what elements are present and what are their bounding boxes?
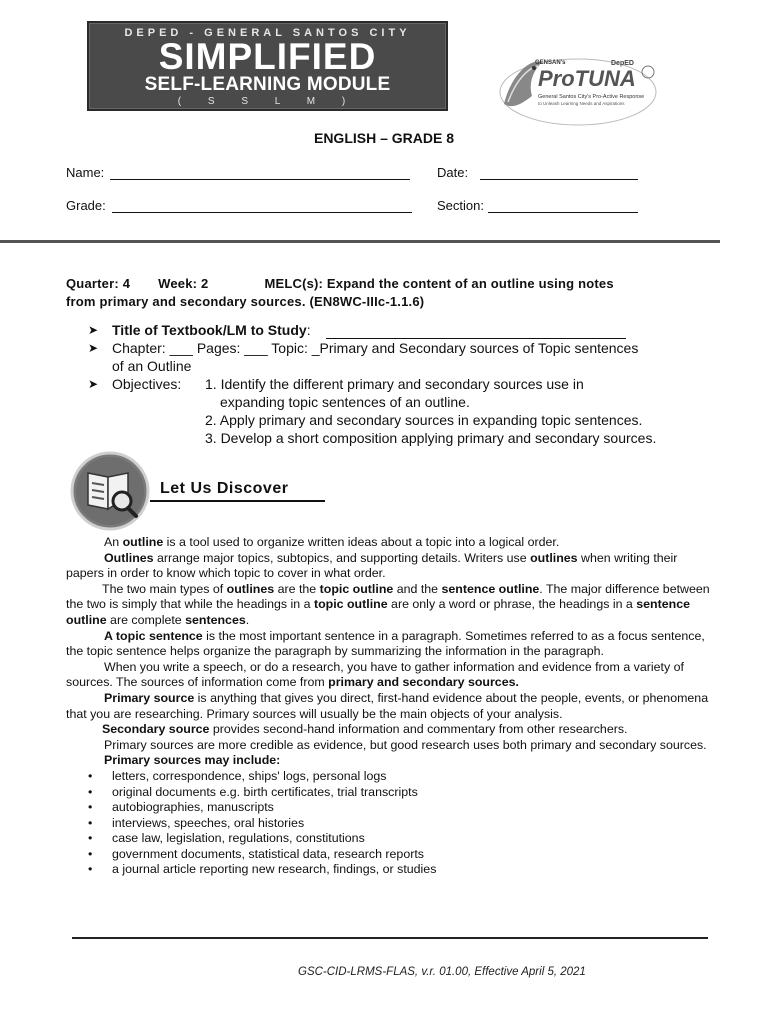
bold-term: outlines — [226, 581, 275, 596]
paragraph-sources — [66, 660, 718, 691]
bold-term: outlines — [530, 550, 578, 565]
melc-line-1: MELC(s): Expand the content of an outline using notes — [264, 276, 614, 291]
list-item: • government documents, statistical data, research reports — [88, 847, 718, 863]
grade-blank[interactable] — [112, 201, 412, 213]
objective-1: 1. Identify the different primary and secondary sources use in — [205, 376, 584, 392]
banner-top-text: DEPED - GENERAL SANTOS CITY — [124, 27, 411, 39]
text-run: When you write a speech, or do a research, you have to gather information and evidence from a variety of sources. The sources of information come from — [66, 659, 684, 690]
date-label: Date: — [437, 165, 469, 180]
section-label: Section: — [437, 198, 484, 213]
paragraph-outline — [66, 535, 718, 551]
objectives-item — [88, 375, 728, 447]
text-run: is a tool used to organize written ideas about a topic into a logical order. — [163, 535, 560, 549]
text-run: and the — [393, 581, 442, 596]
textbook-colon: : — [306, 322, 311, 338]
quarter-text: Quarter: 4 — [66, 276, 131, 291]
list-item: • interviews, speeches, oral histories — [88, 816, 718, 832]
bold-term: Primary source — [104, 690, 195, 705]
text-run: provides second-hand information and commentary from other researchers. — [209, 722, 628, 737]
banner-big-text: SIMPLIFIED — [158, 36, 377, 77]
name-field[interactable] — [66, 165, 410, 180]
list-item: • letters, correspondence, ships' logs, personal logs — [88, 769, 718, 785]
textbook-label: Title of Textbook/LM to Study — [112, 322, 307, 338]
module-info-list — [88, 321, 728, 447]
bold-term: sentences — [185, 612, 246, 627]
bold-term: Outlines — [104, 550, 154, 565]
objective-1-cont: expanding topic sentences of an outline. — [220, 394, 470, 410]
paragraph-outline-types — [66, 582, 718, 629]
chapter-line-2: of an Outline — [112, 358, 192, 374]
textbook-blank[interactable] — [326, 327, 626, 339]
logo-tagline-2: to Unleash Learning Needs and Aspirations — [538, 101, 625, 106]
text-run: The two main types of — [102, 581, 227, 596]
protuna-logo — [498, 52, 658, 127]
footer-code: GSC-CID-LRMS-FLAS, v.r. 01.00, Effective April 5, 2021 — [298, 966, 586, 978]
logo-deped-text: DepED — [611, 60, 634, 67]
grade-label: Grade: — [66, 198, 106, 213]
paragraph-secondary-source — [66, 722, 718, 738]
list-item: • case law, legislation, regulations, constitutions — [88, 831, 718, 847]
banner-sub-text: ( S S L M ) — [177, 96, 358, 107]
list-item: • original documents e.g. birth certificates, trial transcripts — [88, 785, 718, 801]
page-title: ENGLISH – GRADE 8 — [313, 130, 455, 146]
logo-small-text: GENSAN's — [535, 60, 566, 66]
text-run: are only a word or phrase, the headings in a — [387, 597, 637, 612]
arrow-bullet-icon: ➤ — [88, 323, 99, 337]
text-run: are the — [274, 581, 320, 596]
grade-field[interactable] — [66, 198, 412, 213]
date-blank[interactable] — [480, 168, 638, 180]
lesson-body — [66, 535, 718, 878]
objectives-list — [205, 375, 725, 447]
banner-mid-text: SELF-LEARNING MODULE — [144, 74, 391, 95]
list-item: • autobiographies, manuscripts — [88, 800, 718, 816]
section-field[interactable] — [437, 198, 638, 213]
bold-term: topic outline — [319, 581, 394, 596]
section-heading: Let Us Discover — [160, 480, 289, 497]
chapter-item — [88, 339, 728, 375]
bold-term: Secondary source — [102, 722, 210, 737]
sslm-banner-logo — [87, 21, 448, 111]
header-divider — [0, 240, 720, 243]
list-title — [66, 753, 718, 769]
book-magnifier-icon — [70, 451, 150, 531]
section-heading-underline — [150, 500, 325, 502]
paragraph-primary-source — [66, 691, 718, 722]
logo-tagline: General Santos City's Pro-Active Response — [538, 94, 645, 100]
text-run: are complete — [106, 612, 186, 627]
textbook-item — [88, 321, 728, 339]
list-item: • a journal article reporting new research, findings, or studies — [88, 862, 718, 878]
objective-3: 3. Develop a short composition applying primary and secondary sources. — [205, 430, 657, 446]
arrow-bullet-icon: ➤ — [88, 341, 99, 355]
objectives-label: Objectives: — [112, 376, 182, 392]
week-text: Week: 2 — [158, 276, 209, 291]
bold-term: sentence outline — [441, 581, 540, 596]
bold-term: A topic sentence — [104, 628, 203, 643]
name-label: Name: — [66, 165, 105, 180]
text-run: is anything that gives you direct, first-hand evidence about the people, events, or phenomena that you are researching. Primary sources will usually be the main objects of your analysis. — [66, 690, 709, 721]
date-field[interactable] — [437, 165, 638, 180]
text-run: is the most important sentence in a paragraph. Sometimes referred to as a focus sentence, the topic sentence helps organize the paragraph by summarizing the information in the paragraph. — [66, 628, 705, 659]
paragraph-outlines — [66, 551, 718, 582]
arrow-bullet-icon: ➤ — [88, 377, 99, 391]
objective-2: 2. Apply primary and secondary sources in expanding topic sentences. — [205, 412, 643, 428]
logo-pro-text: ProTUNA — [538, 66, 636, 91]
name-blank[interactable] — [110, 168, 410, 180]
bold-term: outline — [122, 535, 164, 549]
text-run: . The major difference between the two is simply that while the headings in a — [66, 581, 710, 612]
primary-sources-list — [88, 769, 718, 878]
footer-divider — [72, 937, 708, 939]
bold-term: sentence outline — [66, 597, 690, 627]
list-title-text: Primary sources may include: — [104, 753, 281, 768]
melc-line-2: from primary and secondary sources. (EN8WC-IIIc-1.1.6) — [66, 294, 425, 309]
bold-term: primary and secondary sources. — [328, 675, 519, 690]
text-run: An — [104, 535, 123, 549]
text-run: . — [245, 612, 250, 627]
section-blank[interactable] — [488, 201, 638, 213]
chapter-line-1: Chapter: ___ Pages: ___ Topic: _Primary and Secondary sources of Topic sentences — [112, 340, 639, 356]
paragraph-topic-sentence — [66, 629, 718, 660]
bold-term: topic outline — [313, 597, 388, 612]
text-run: when writing their papers in order to know which topic to cover in what order. — [66, 550, 678, 581]
paragraph-credibility: Primary sources are more credible as evidence, but good research uses both primary and secondary sources. — [104, 737, 707, 752]
text-run: arrange major topics, subtopics, and supporting details. Writers use — [153, 550, 531, 565]
quarter-melc-block — [66, 275, 716, 311]
